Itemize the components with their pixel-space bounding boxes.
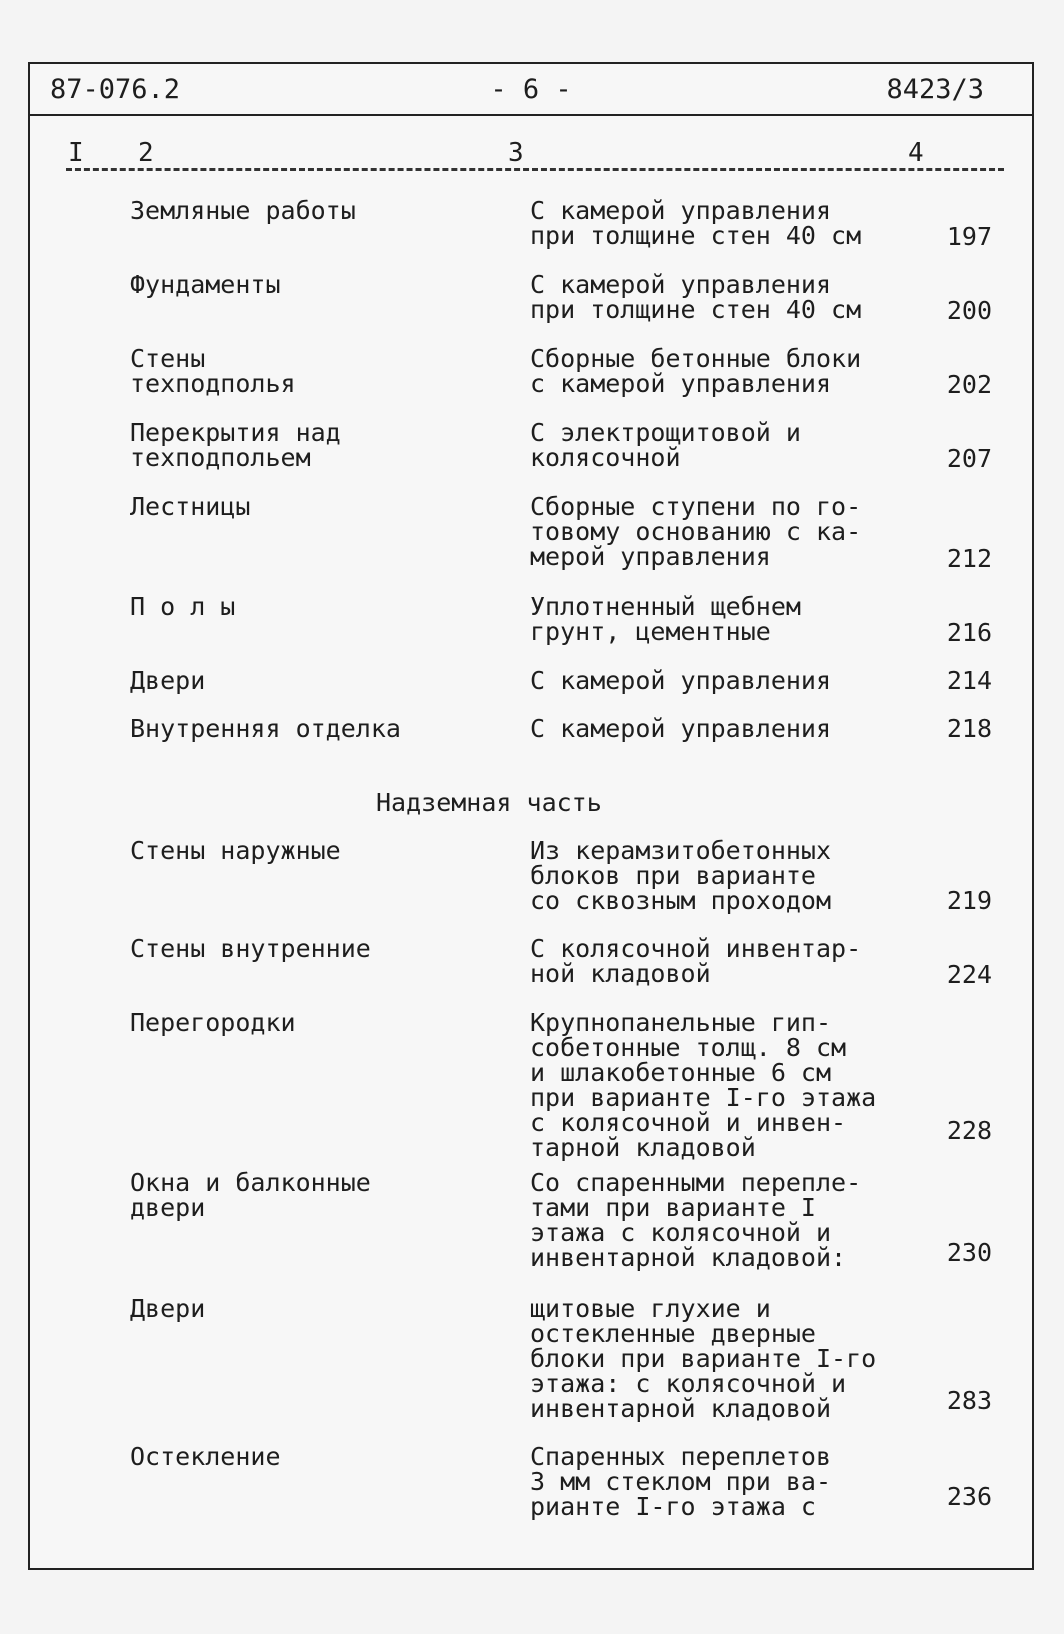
row-name: Перегородки bbox=[130, 1008, 296, 1037]
row-page: 283 bbox=[946, 1386, 992, 1415]
row-name: Стены внутренние bbox=[130, 934, 371, 963]
document-code: 87-076.2 bbox=[50, 74, 181, 105]
row-page: 228 bbox=[946, 1116, 992, 1145]
row-description: Крупнопанельные гип- собетонные толщ. 8 см и шлакобетонные 6 см при варианте I-го этажа с колясочной и инвен- тарной кладовой bbox=[530, 1008, 877, 1162]
row-description: С камерой управления bbox=[530, 666, 832, 695]
row-name: Фундаменты bbox=[130, 270, 281, 299]
row-page: 207 bbox=[946, 444, 992, 473]
column-number-2: 2 bbox=[138, 138, 154, 168]
row-name: Двери bbox=[130, 1294, 206, 1323]
row-description: С электрощитовой и колясочной bbox=[530, 418, 801, 472]
section-title: Надземная часть bbox=[376, 788, 602, 817]
row-name: Двери bbox=[130, 666, 206, 695]
page-number: - 6 - bbox=[490, 74, 572, 105]
row-description: щитовые глухие и остекленные дверные блоки при варианте I-го этажа: с колясочной и инвентарной кладовой bbox=[530, 1294, 877, 1423]
row-description: С камерой управления при толщине стен 40 см bbox=[530, 196, 862, 250]
row-page: 218 bbox=[946, 714, 992, 743]
row-description: С камерой управления bbox=[530, 714, 832, 743]
row-page: 212 bbox=[946, 544, 992, 573]
column-header-dashed-line bbox=[66, 168, 1004, 171]
row-name: Стены техподполья bbox=[130, 344, 296, 398]
row-page: 200 bbox=[946, 296, 992, 325]
row-name: П о л ы bbox=[130, 592, 236, 621]
column-number-4: 4 bbox=[908, 138, 924, 168]
column-number-1: I bbox=[68, 138, 84, 168]
row-page: 216 bbox=[946, 618, 992, 647]
row-description: Спаренных переплетов 3 мм стеклом при ва- рианте I-го этажа с bbox=[530, 1442, 832, 1521]
row-page: 230 bbox=[946, 1238, 992, 1267]
row-page: 202 bbox=[946, 370, 992, 399]
row-description: Сборные ступени по го- товому основанию с ка- мерой управления bbox=[530, 492, 862, 571]
column-number-3: 3 bbox=[508, 138, 524, 168]
row-page: 214 bbox=[946, 666, 992, 695]
row-name: Лестницы bbox=[130, 492, 251, 521]
row-description: Со спаренными перепле- тами при варианте I этажа с колясочной и инвентарной кладовой: bbox=[530, 1168, 862, 1272]
row-description: С колясочной инвентар- ной кладовой bbox=[530, 934, 862, 988]
row-name: Внутренняя отделка bbox=[130, 714, 401, 743]
row-description: Из керамзитобетонных блоков при варианте со сквозным проходом bbox=[530, 836, 832, 915]
row-name: Стены наружные bbox=[130, 836, 341, 865]
row-name: Остекление bbox=[130, 1442, 281, 1471]
row-description: С камерой управления при толщине стен 40 см bbox=[530, 270, 862, 324]
row-description: Сборные бетонные блоки с камерой управления bbox=[530, 344, 862, 398]
row-description: Уплотненный щебнем грунт, цементные bbox=[530, 592, 801, 646]
sheet-reference: 8423/3 bbox=[886, 74, 984, 105]
row-name: Перекрытия над техподпольем bbox=[130, 418, 341, 472]
row-page: 236 bbox=[946, 1482, 992, 1511]
row-name: Земляные работы bbox=[130, 196, 356, 225]
document-sheet bbox=[28, 62, 1034, 1570]
row-name: Окна и балконные двери bbox=[130, 1168, 371, 1222]
row-page: 197 bbox=[946, 222, 992, 251]
row-page: 219 bbox=[946, 886, 992, 915]
row-page: 224 bbox=[946, 960, 992, 989]
header-divider bbox=[30, 114, 1032, 116]
